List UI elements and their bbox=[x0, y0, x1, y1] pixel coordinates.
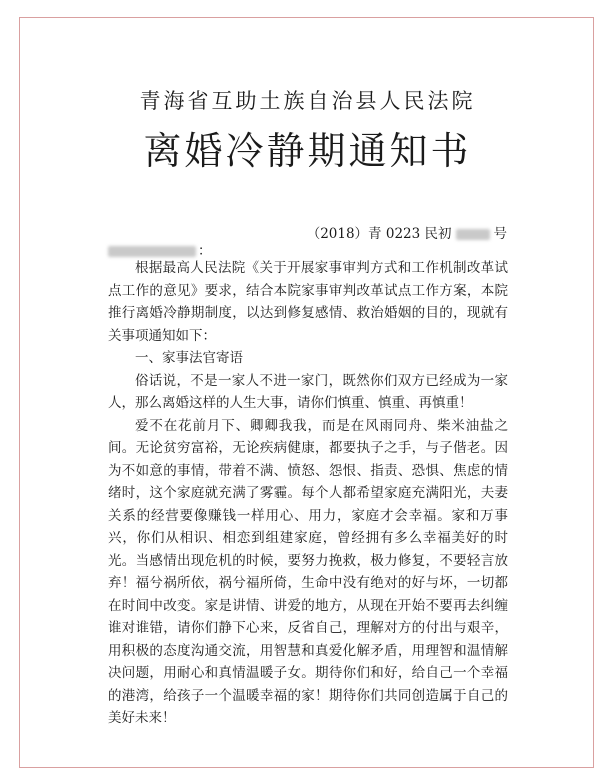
case-number-prefix: （2018）青 0223 民初 bbox=[306, 226, 452, 242]
addressee bbox=[108, 239, 212, 259]
redacted-party-names bbox=[108, 246, 196, 257]
addressee-colon: ： bbox=[198, 243, 212, 259]
redacted-case-digits bbox=[456, 229, 490, 240]
paragraph-saying: 俗话说，不是一家人不进一家门，既然你们双方已经成为一家人，那么离婚这样的人生大事，请你们慎重、慎重、再慎重！ bbox=[108, 372, 508, 411]
court-name: 青海省互助土族自治县人民法院 bbox=[139, 89, 476, 113]
section-heading: 一、家事法官寄语 bbox=[135, 350, 243, 366]
paragraph-intro: 根据最高人民法院《关于开展家事审判方式和工作机制改革试点工作的意见》要求，结合本院家事审判改革试点工作方案，本院推行离婚冷静期制度，以达到修复感情、救治婚姻的目的，现就有关事项通知如下： bbox=[108, 260, 508, 344]
notice-body bbox=[108, 257, 508, 730]
paragraph-message: 爱不在花前月下、卿卿我我，而是在风雨同舟、柴米油盐之间。无论贫穷富裕，无论疾病健康，都要执子之手，与子偕老。因为不如意的事情，带着不满、愤怒、怨恨、指责、恐惧、焦虑的情绪时，这个家庭就充满了雾霾。每个人都希望家庭充满阳光，夫妻关系的经营要像赚钱一样用心、用力，家庭才会幸福。家和万事兴，你们从相识、相恋到组建家庭，曾经拥有多么幸福美好的时光。当感情出现危机的时候，要努力挽救，极力修复，不要轻言放弃！福兮祸所依，祸兮福所倚，生命中没有绝对的好与坏，一切都在时间中改变。家是讲情、讲爱的地方，从现在开始不要再去纠缠谁对谁错，请你们静下心来，反省自己，理解对方的付出与艰辛，用积极的态度沟通交流，用智慧和真爱化解矛盾，用理智和温情解决问题，用耐心和真情温暖子女。期待你们和好，给自己一个幸福的港湾，给孩子一个温暖幸福的家！期待你们共同创造属于自己的美好未来！ bbox=[108, 417, 508, 726]
case-number bbox=[307, 222, 507, 242]
case-number-suffix: 号 bbox=[493, 226, 507, 242]
document-title: 离婚冷静期通知书 bbox=[143, 129, 472, 173]
